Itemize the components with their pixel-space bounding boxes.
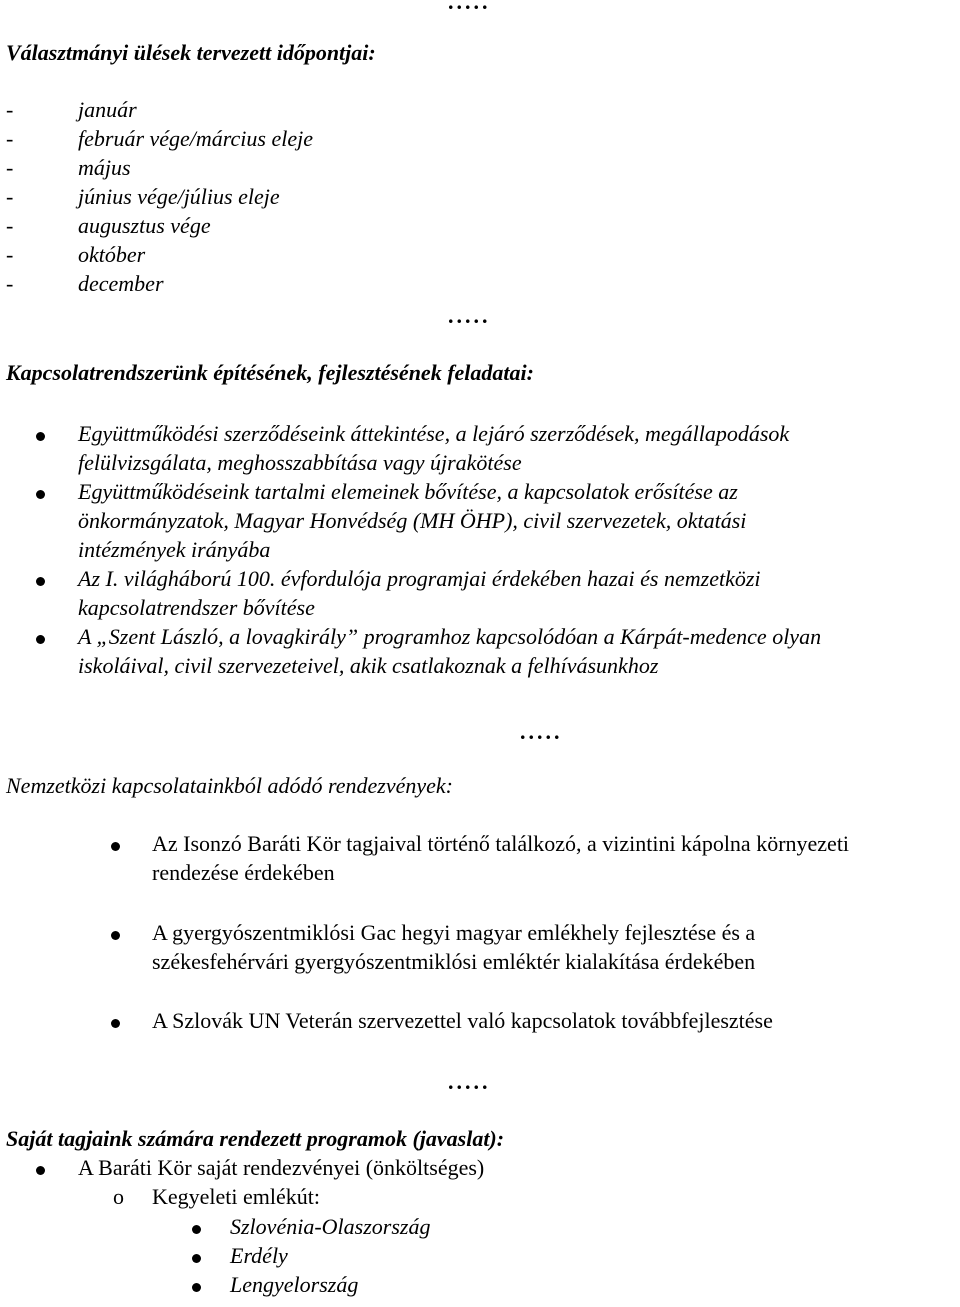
list-item-continuation: önkormányzatok, Magyar Honvédség (MH ÖHP), civil szervezetek, oktatási — [78, 508, 747, 533]
list-item-continuation: rendezése érdekében — [152, 860, 335, 885]
list-item-continuation: felülvizsgálata, meghosszabbítása vagy újrakötése — [78, 450, 522, 475]
list-item: Együttműködéseink tartalmi elemeinek bővítése, a kapcsolatok erősítése az — [78, 479, 738, 504]
list-item: - december — [6, 271, 164, 296]
list-item: - június vége/július eleje — [6, 184, 280, 209]
bullet-icon — [111, 842, 120, 851]
bullet-icon — [111, 1019, 120, 1028]
section-heading-member-programs: Saját tagjaink számára rendezett programok (javaslat): — [6, 1126, 505, 1151]
bullet-icon — [36, 432, 45, 441]
separator-dots: ..... — [520, 719, 563, 744]
destination-item: Erdély — [230, 1243, 288, 1268]
list-item: A Szlovák UN Veterán szervezettel való kapcsolatok továbbfejlesztése — [152, 1008, 773, 1033]
bullet-icon — [36, 1166, 45, 1175]
list-item: - május — [6, 155, 131, 180]
section-heading-relations: Kapcsolatrendszerünk építésének, fejlesztésének feladatai: — [6, 360, 534, 385]
bullet-icon — [192, 1225, 201, 1234]
list-item: - október — [6, 242, 146, 267]
sub-list-marker: o — [113, 1184, 124, 1209]
destination-item: Lengyelország — [230, 1272, 359, 1297]
sub-list-item: Kegyeleti emlékút: — [152, 1184, 320, 1209]
bullet-icon — [192, 1283, 201, 1292]
bullet-icon — [36, 490, 45, 499]
list-item-continuation: intézmények irányába — [78, 537, 271, 562]
section-heading-international: Nemzetközi kapcsolatainkból adódó rendezvények: — [6, 773, 453, 798]
list-item-continuation: székesfehérvári gyergyószentmiklósi emléktér kialakítása érdekében — [152, 949, 756, 974]
bullet-icon — [192, 1254, 201, 1263]
list-item: - február vége/március eleje — [6, 126, 313, 151]
destination-item: Szlovénia-Olaszország — [230, 1214, 431, 1239]
list-item: - január — [6, 97, 137, 122]
separator-dots: ..... — [448, 303, 491, 328]
separator-dots: ..... — [448, 0, 491, 14]
list-item: A gyergyószentmiklósi Gac hegyi magyar emlékhely fejlesztése és a — [152, 920, 756, 945]
list-item: Az Isonzó Baráti Kör tagjaival történő találkozó, a vizintini kápolna környezeti — [152, 831, 850, 856]
list-item-continuation: iskoláival, civil szervezeteivel, akik csatlakoznak a felhívásunkhoz — [78, 653, 659, 678]
list-item-continuation: kapcsolatrendszer bővítése — [78, 595, 315, 620]
list-item: Az I. világháború 100. évfordulója programjai érdekében hazai és nemzetközi — [78, 566, 761, 591]
bullet-icon — [111, 931, 120, 940]
separator-dots: ..... — [448, 1069, 491, 1094]
list-item: Együttműködési szerződéseink áttekintése, a lejáró szerződések, megállapodások — [78, 421, 790, 446]
list-item: - augusztus vége — [6, 213, 211, 238]
bullet-icon — [36, 635, 45, 644]
section-heading-meetings: Választmányi ülések tervezett időpontjai: — [6, 40, 376, 65]
list-item: A „Szent László, a lovagkirály” programhoz kapcsolódóan a Kárpát-medence olyan — [78, 624, 822, 649]
list-item: A Baráti Kör saját rendezvényei (önköltséges) — [78, 1155, 485, 1180]
bullet-icon — [36, 577, 45, 586]
